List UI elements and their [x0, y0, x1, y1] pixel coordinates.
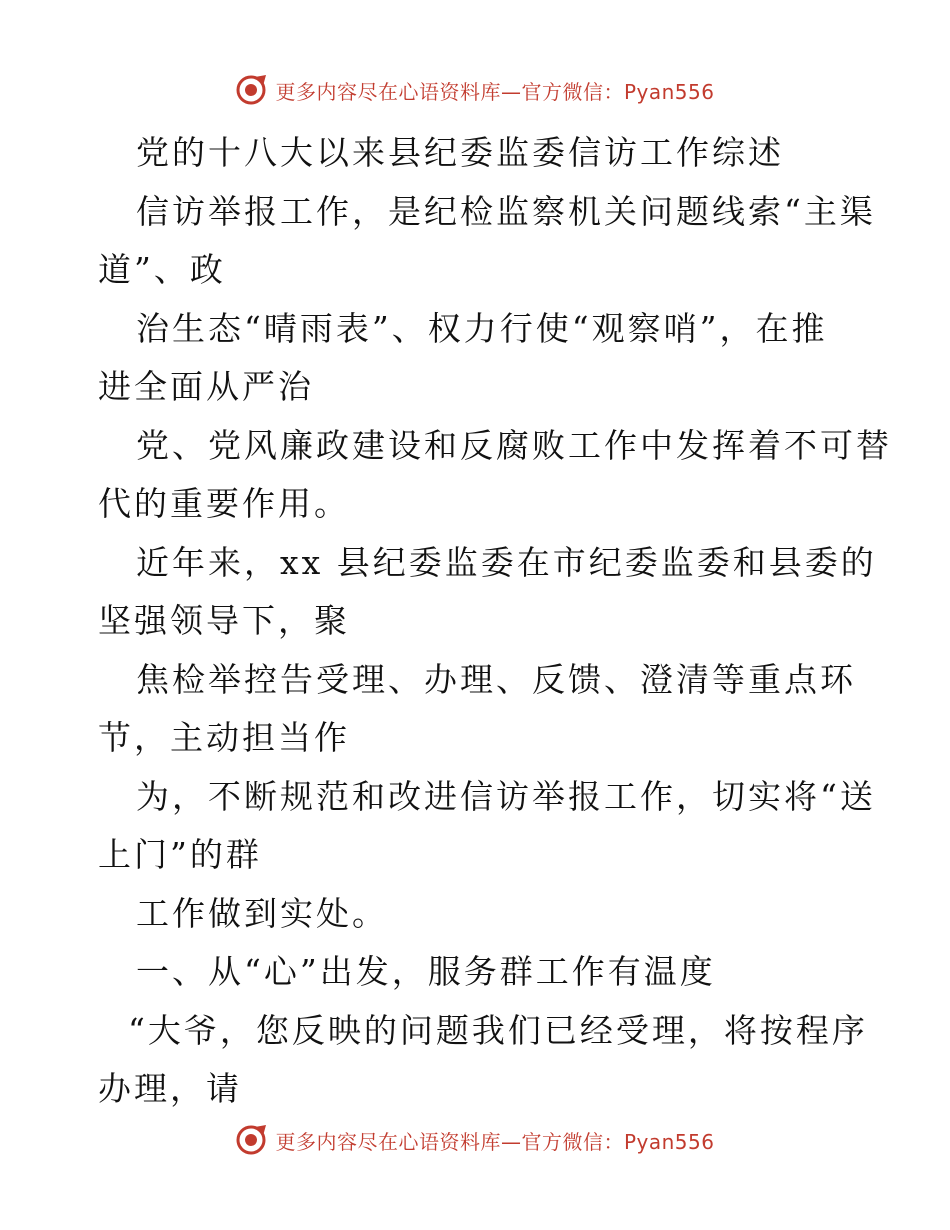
- paragraph-line: 近年来，xx 县纪委监委在市纪委监委和县委的: [136, 542, 877, 582]
- banner-text: 更多内容尽在心语资料库—官方微信：Pyan556: [275, 79, 715, 104]
- banner-text: 更多内容尽在心语资料库—官方微信：Pyan556: [275, 1129, 715, 1154]
- paragraph-line: 坚强领导下，聚: [98, 601, 350, 640]
- pen-logo-icon: [235, 73, 269, 107]
- paragraph-line: 办理，请: [98, 1069, 242, 1108]
- section-heading: 一、从“心”出发，服务群工作有温度: [136, 952, 716, 991]
- paragraph-line: 为，不断规范和改进信访举报工作，切实将“送: [136, 776, 876, 816]
- paragraph-line: 道”、政: [98, 250, 226, 289]
- paragraph-line: 节，主动担当作: [98, 718, 350, 757]
- paragraph-line: 进全面从严治: [98, 367, 314, 406]
- paragraph-line: 信访举报工作，是纪检监察机关问题线索“主渠: [136, 191, 876, 231]
- paragraph-line: 党、党风廉政建设和反腐败工作中发挥着不可替: [136, 425, 892, 465]
- document-title: 党的十八大以来县纪委监委信访工作综述: [136, 133, 784, 172]
- paragraph-line: 上门”的群: [98, 835, 262, 874]
- header-banner: [0, 70, 950, 110]
- footer-banner: [0, 1120, 950, 1160]
- paragraph-line: “大爷，您反映的问题我们已经受理，将按程序: [128, 1010, 868, 1050]
- pen-logo-icon: [235, 1123, 269, 1157]
- paragraph-line: 焦检举控告受理、办理、反馈、澄清等重点环: [136, 659, 856, 699]
- document-body: [98, 124, 892, 1119]
- paragraph-line: 治生态“晴雨表”、权力行使“观察哨”，在推: [136, 308, 828, 348]
- paragraph-line: 代的重要作用。: [98, 484, 350, 523]
- paragraph-line: 工作做到实处。: [136, 893, 388, 933]
